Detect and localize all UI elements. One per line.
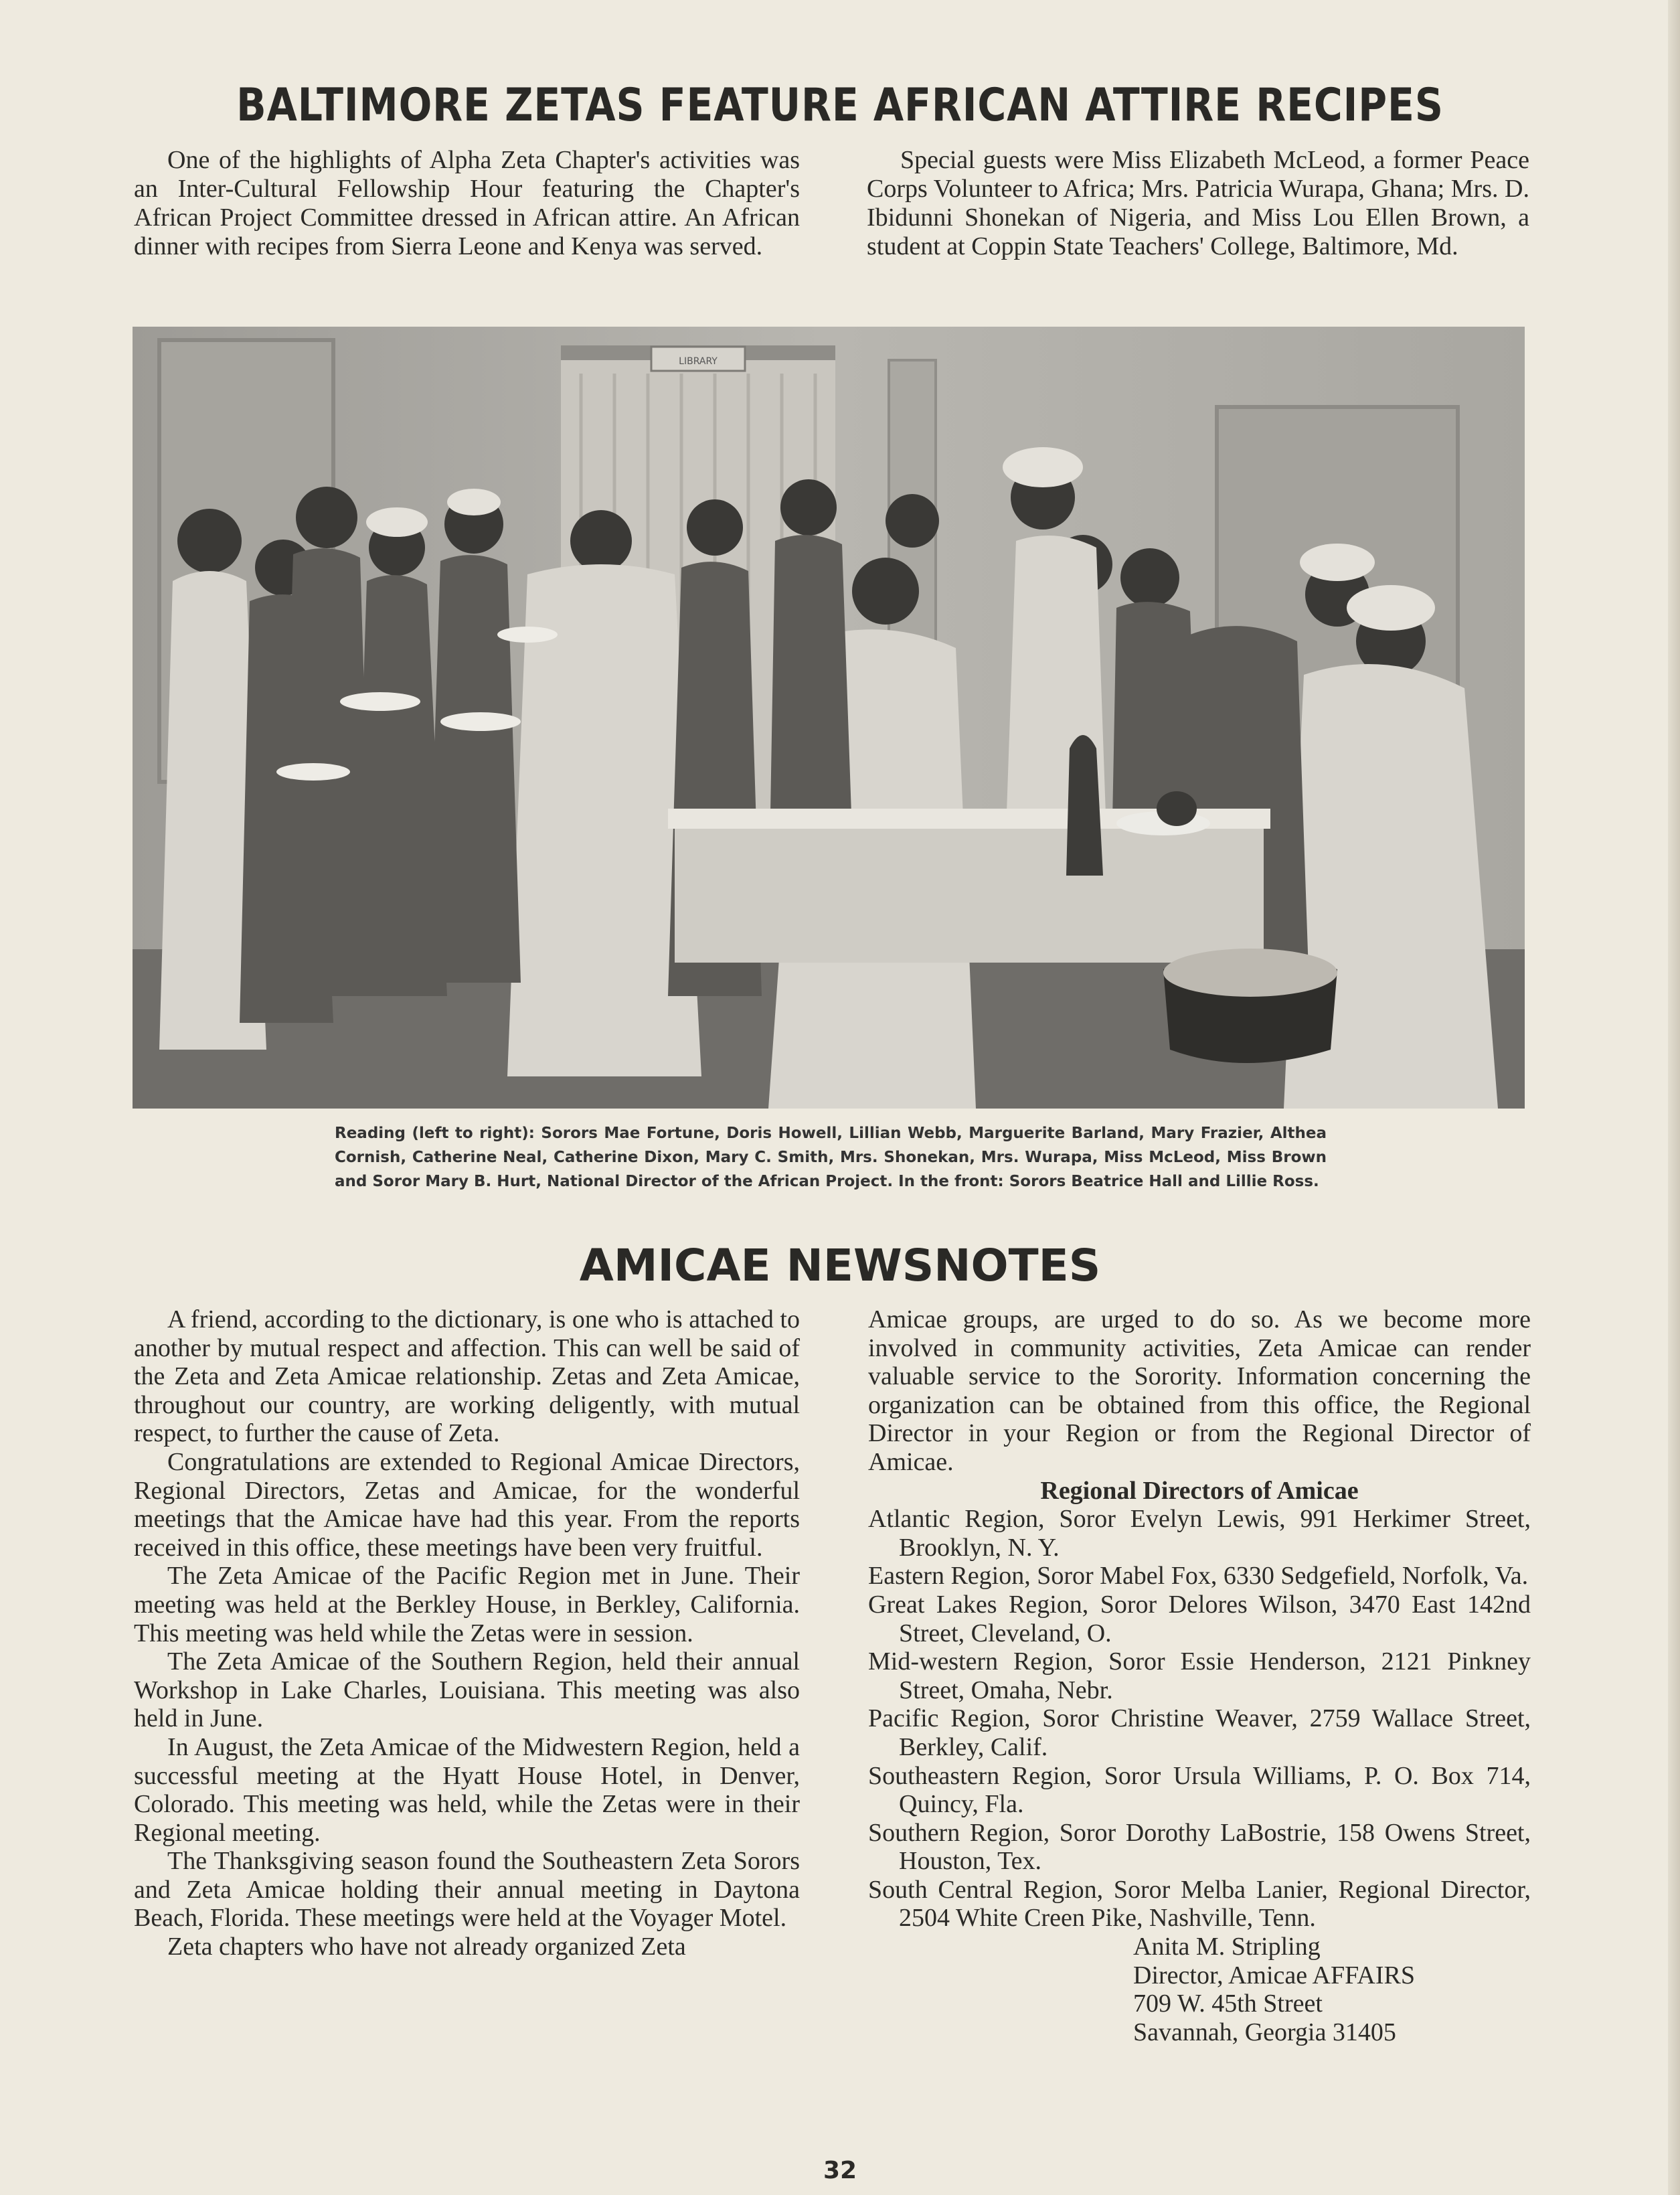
group-photo-illustration: [133, 327, 1525, 1109]
intro-paragraph-right: Special guests were Miss Elizabeth McLeod, a former Peace Corps Volunteer to Africa; Mrs. Patricia Wurapa, Ghana; Mrs. D. Ibidunni Shonekan of Nigeria, and Miss Lou Ellen Brown, a student at Coppin State Teachers' College, Baltimore, Md.: [867, 146, 1529, 260]
regional-directors-heading: Regional Directors of Amicae: [1040, 1476, 1359, 1505]
director-entry-text: Southern Region, Soror Dorothy LaBostrie, 158 Owens Street, Houston, Tex.: [868, 1818, 1531, 1876]
director-entry-text: Pacific Region, Soror Christine Weaver, 2759 Wallace Street, Berkley, Calif.: [868, 1704, 1531, 1761]
newsnotes-column-left: [134, 1305, 800, 1961]
signature-title: Director, Amicae AFFAIRS: [1133, 1961, 1416, 1989]
intro-column-left: [134, 146, 800, 261]
intro-column-right: [867, 146, 1529, 261]
director-entry-text: Mid-western Region, Soror Essie Henderson, 2121 Pinkney Street, Omaha, Nebr.: [868, 1647, 1531, 1704]
director-entry: [868, 1762, 1531, 1819]
director-entry: [868, 1876, 1531, 1933]
article-headline-amicae-newsnotes: AMICAE NEWSNOTES: [579, 1240, 1101, 1291]
director-entry-text: Great Lakes Region, Soror Delores Wilson, 3470 East 142nd Street, Cleveland, O.: [868, 1590, 1531, 1647]
newsnotes-continuation: Amicae groups, are urged to do so. As we become more involved in community activities, Zeta Amicae can render valuable service to the Sorority. Information concerning the organization can be obtained from this office, the Regional Director in your Region or from the Regional Director of Amicae.: [868, 1305, 1531, 1476]
group-photo: [133, 327, 1525, 1109]
photo-caption: Reading (left to right): Sorors Mae Fortune, Doris Howell, Lillian Webb, Marguerite Barland, Mary Frazier, Althea Cornish, Catherine Neal, Catherine Dixon, Mary C. Smith, Mrs. Shonekan, Mrs. Wurapa, Miss McLeod, Miss Brown and Soror Mary B. Hurt, National Director of the African Project. In the front: Sorors Beatrice Hall and Lillie Ross.: [335, 1125, 1327, 1190]
newsnotes-paragraph: Zeta chapters who have not already organized Zeta: [167, 1933, 686, 1961]
signature-city: Savannah, Georgia 31405: [1133, 2018, 1396, 2046]
newsnotes-paragraph: A friend, according to the dictionary, is one who is attached to another by mutual respect and affection. This can well be said of the Zeta and Zeta Amicae relationship. Zetas and Zeta Amicae, throughout our country, are working deligently, with mutual respect, to further the cause of Zeta.: [134, 1305, 800, 1448]
page-number: 32: [823, 2157, 857, 2184]
director-entry: [868, 1647, 1531, 1704]
newsnotes-paragraph: The Zeta Amicae of the Pacific Region met in June. Their meeting was held at the Berkley House, in Berkley, California. This meeting was held while the Zetas were in session.: [134, 1562, 800, 1647]
newsnotes-paragraph: In August, the Zeta Amicae of the Midwestern Region, held a successful meeting at the Hyatt House Hotel, in Denver, Colorado. This meeting was held, while the Zetas were in their Regional meeting.: [134, 1732, 800, 1847]
director-entry-text: Southeastern Region, Soror Ursula Williams, P. O. Box 714, Quincy, Fla.: [868, 1761, 1531, 1819]
library-door-sign: LIBRARY: [679, 356, 718, 367]
newsnotes-paragraph: The Zeta Amicae of the Southern Region, held their annual Workshop in Lake Charles, Louisiana. This meeting was also held in June.: [134, 1647, 800, 1733]
director-entry-text: Eastern Region, Soror Mabel Fox, 6330 Sedgefield, Norfolk, Va.: [868, 1562, 1529, 1591]
newsnotes-column-right: [868, 1305, 1531, 2046]
newsnotes-paragraph: The Thanksgiving season found the Southeastern Zeta Sorors and Zeta Amicae holding their annual meeting in Daytona Beach, Florida. These meetings were held at the Voyager Motel.: [134, 1847, 800, 1933]
signature-street: 709 W. 45th Street: [1133, 1989, 1323, 2018]
director-entry: [868, 1591, 1531, 1647]
director-entry-text: Atlantic Region, Soror Evelyn Lewis, 991 Herkimer Street, Brooklyn, N. Y.: [868, 1505, 1531, 1562]
newsnotes-paragraph: Congratulations are extended to Regional Amicae Directors, Regional Directors, Zetas and Amicae, for the wonderful meetings that the Amicae have had this year. From the reports received in this office, these meetings have been very fruitful.: [134, 1447, 800, 1562]
signature-block: [1133, 1933, 1531, 2046]
director-entry: [868, 1505, 1531, 1562]
director-entry: [868, 1704, 1531, 1761]
intro-paragraph-left: One of the highlights of Alpha Zeta Chapter's activities was an Inter-Cultural Fellowship Hour featuring the Chapter's African Project Committee dressed in African attire. An African dinner with recipes from Sierra Leone and Kenya was served.: [134, 146, 800, 260]
page-edge: [1668, 0, 1680, 2195]
director-entry: [868, 1562, 1531, 1591]
signature-name: Anita M. Stripling: [1133, 1933, 1321, 1961]
director-entry-text: South Central Region, Soror Melba Lanier, Regional Director, 2504 White Creen Pike, Nashville, Tenn.: [868, 1875, 1531, 1933]
article-headline-baltimore-zetas: BALTIMORE ZETAS FEATURE AFRICAN ATTIRE RECIPES: [236, 79, 1444, 132]
director-entry: [868, 1819, 1531, 1876]
